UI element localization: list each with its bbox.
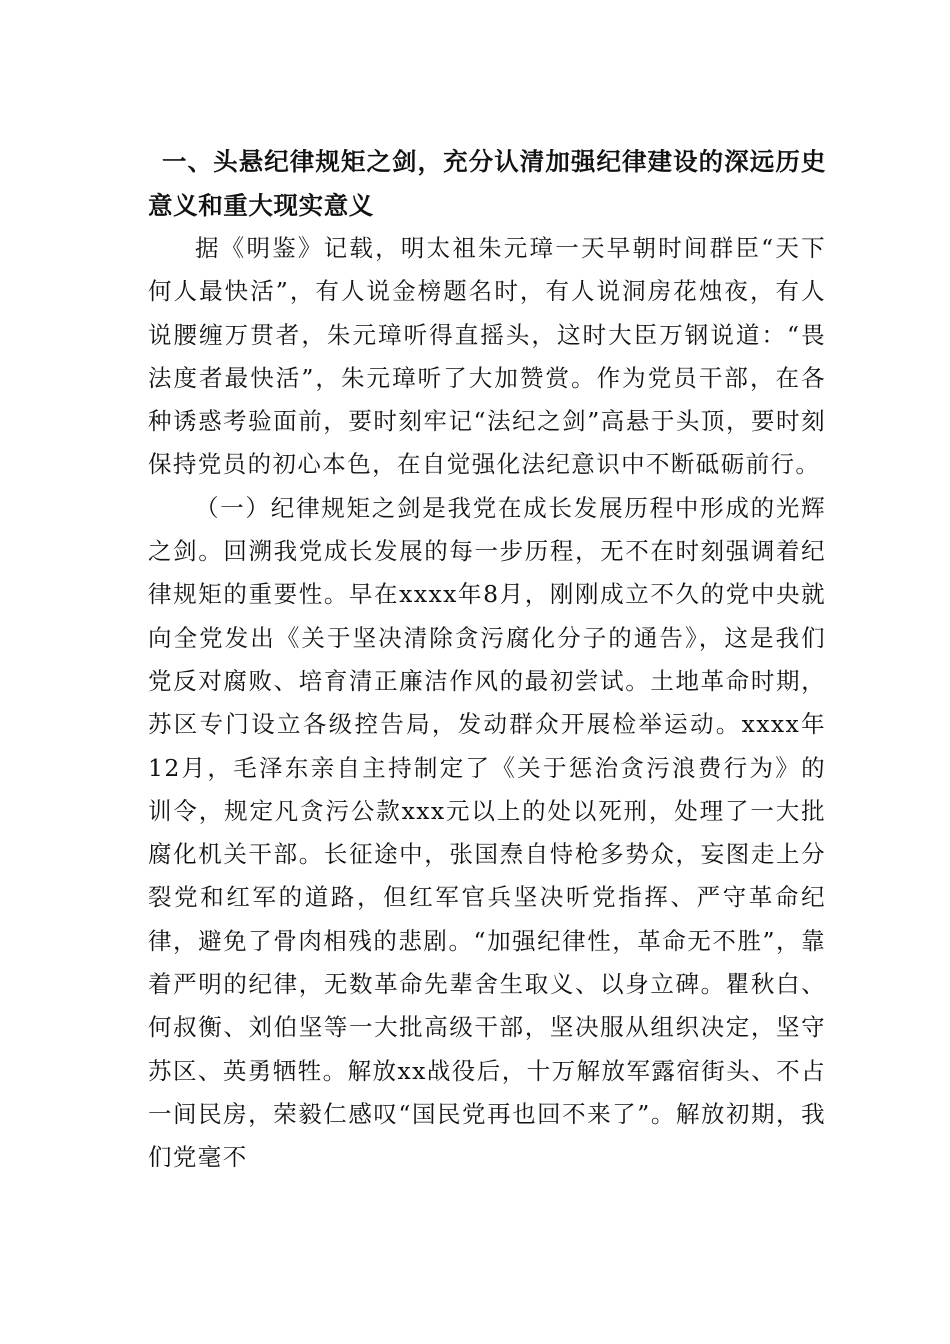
- document-body: [148, 140, 826, 1180]
- body-paragraph: （一）纪律规矩之剑是我党在成长发展历程中形成的光辉之剑。回溯我党成长发展的每一步历程，无不在时刻强调着纪律规矩的重要性。早在xxxx年8月，刚刚成立不久的党中央就向全党发出《关于坚决清除贪污腐化分子的通告》，这是我们党反对腐败、培育清正廉洁作风的最初尝试。土地革命时期，苏区专门设立各级控告局，发动群众开展检举运动。xxxx年12月，毛泽东亲自主持制定了《关于惩治贪污浪费行为》的训令，规定凡贪污公款xxx元以上的处以死刑，处理了一大批腐化机关干部。长征途中，张国焘自恃枪多势众，妄图走上分裂党和红军的道路，但红军官兵坚决听党指挥、严守革命纪律，避免了骨肉相残的悲剧。“加强纪律性，革命无不胜”，靠着严明的纪律，无数革命先辈舍生取义、以身立碑。瞿秋白、何叔衡、刘伯坚等一大批高级干部，坚决服从组织决定，坚守苏区、英勇牺牲。解放xx战役后，十万解放军露宿街头、不占一间民房，荣毅仁感叹“国民党再也回不来了”。解放初期，我们党毫不: [148, 493, 826, 1172]
- body-paragraph: 据《明鉴》记载，明太祖朱元璋一天早朝时间群臣“天下何人最快活”，有人说金榜题名时，有人说洞房花烛夜，有人说腰缠万贯者，朱元璋听得直摇头，这时大臣万钢说道：“畏法度者最快活”，朱元璋听了大加赞赏。作为党员干部，在各种诱惑考验面前，要时刻牢记“法纪之剑”高悬于头顶，要时刻保持党员的初心本色，在自觉强化法纪意识中不断砥砺前行。: [148, 234, 826, 479]
- section-heading: 一、头悬纪律规矩之剑，充分认清加强纪律建设的深远历史意义和重大现实意义: [148, 147, 826, 220]
